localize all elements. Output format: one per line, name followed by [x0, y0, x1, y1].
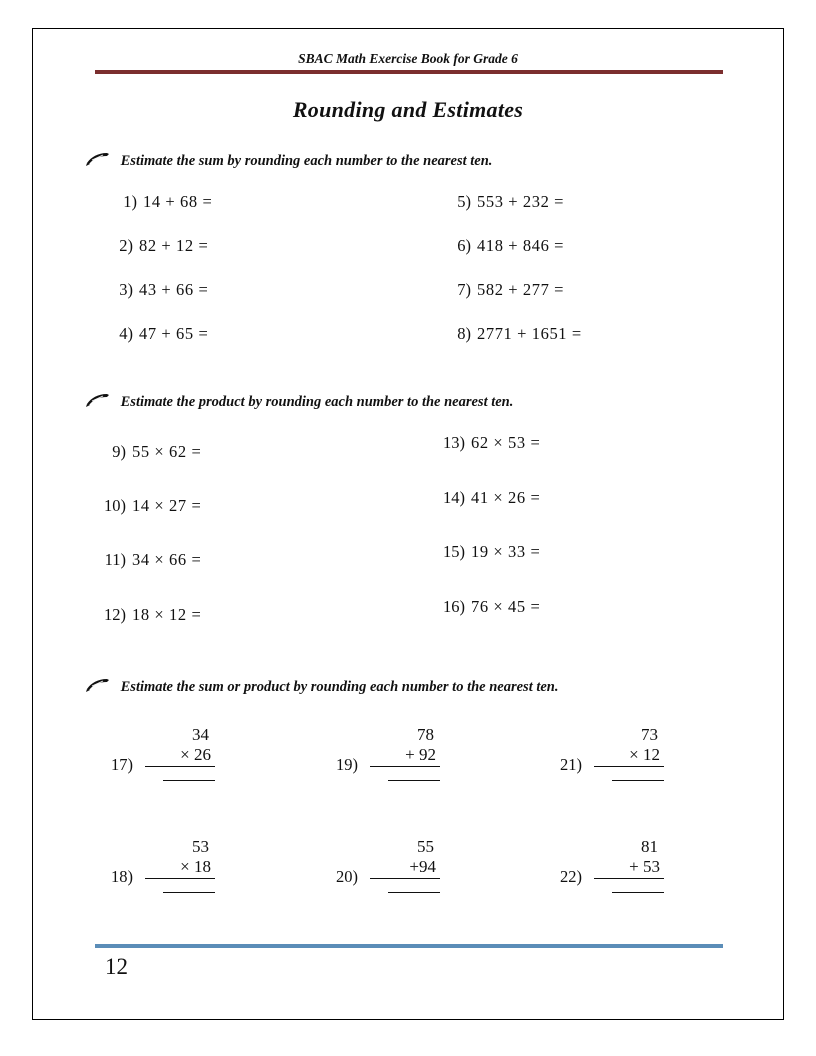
problem-number: 9) — [112, 442, 126, 461]
problem-13 — [435, 433, 540, 453]
header-divider — [95, 70, 723, 74]
problem-number: 5) — [457, 192, 471, 211]
problem-number: 18) — [111, 867, 133, 886]
operand-top: 34 — [192, 725, 209, 744]
column-stack — [594, 837, 664, 893]
problem-expression: 41 × 26 = — [471, 488, 541, 507]
problem-expression: 62 × 53 = — [471, 433, 541, 452]
problem-expression: 34 × 66 = — [132, 550, 202, 569]
instruction-product — [85, 392, 745, 413]
problem-number: 4) — [119, 324, 133, 343]
problem-number: 1) — [123, 192, 137, 211]
problem-number: 17) — [111, 755, 133, 774]
pencil-icon — [85, 677, 111, 698]
footer-divider — [95, 944, 723, 948]
problem-expression: 2771 + 1651 = — [477, 324, 582, 343]
operand-bottom: +94 — [370, 857, 440, 879]
column-stack — [370, 725, 440, 781]
problem-expression: 76 × 45 = — [471, 597, 541, 616]
problem-number: 10) — [104, 496, 126, 515]
instruction-text: Estimate the product by rounding each number to the nearest ten. — [120, 394, 514, 410]
problem-expression: 14 × 27 = — [132, 496, 202, 515]
problem-expression: 55 × 62 = — [132, 442, 202, 461]
problem-number: 20) — [336, 867, 358, 886]
book-title: SBAC Math Exercise Book for Grade 6 — [298, 51, 518, 66]
problem-number: 14) — [443, 488, 465, 507]
problem-expression: 19 × 33 = — [471, 542, 541, 561]
problem-9 — [96, 442, 201, 462]
problem-number: 3) — [119, 280, 133, 299]
instruction-text: Estimate the sum or product by rounding each number to the nearest ten. — [120, 679, 559, 695]
problem-14 — [435, 488, 540, 508]
problem-expression: 418 + 846 = — [477, 236, 565, 255]
problem-2 — [107, 236, 208, 256]
answer-blank[interactable] — [163, 779, 215, 781]
column-stack — [145, 837, 215, 893]
operand-bottom: + 92 — [370, 745, 440, 767]
problem-number: 2) — [119, 236, 133, 255]
answer-blank[interactable] — [612, 779, 664, 781]
worksheet-page — [32, 28, 784, 1020]
problem-10 — [96, 496, 201, 516]
column-stack — [145, 725, 215, 781]
problem-number: 21) — [560, 755, 582, 774]
operand-top: 53 — [192, 837, 209, 856]
problem-number: 13) — [443, 433, 465, 452]
problem-16 — [435, 597, 540, 617]
pencil-icon — [85, 151, 111, 172]
answer-blank[interactable] — [163, 891, 215, 893]
problem-3 — [107, 280, 208, 300]
operand-top: 78 — [417, 725, 434, 744]
problem-expression: 43 + 66 = — [139, 280, 209, 299]
answer-blank[interactable] — [388, 891, 440, 893]
operand-top: 55 — [417, 837, 434, 856]
problem-6 — [445, 236, 564, 256]
problem-4 — [107, 324, 208, 344]
answer-blank[interactable] — [612, 891, 664, 893]
problem-5 — [445, 192, 564, 212]
problem-expression: 14 + 68 = — [143, 192, 213, 211]
page-number: 12 — [105, 954, 128, 979]
problem-8 — [445, 324, 582, 344]
problem-number: 19) — [336, 755, 358, 774]
page-inner — [33, 29, 783, 1019]
problem-number: 6) — [457, 236, 471, 255]
problem-7 — [445, 280, 564, 300]
problem-11 — [96, 550, 201, 570]
operand-bottom: × 26 — [145, 745, 215, 767]
operand-bottom: × 12 — [594, 745, 664, 767]
problem-expression: 47 + 65 = — [139, 324, 209, 343]
problem-number: 16) — [443, 597, 465, 616]
problem-expression: 553 + 232 = — [477, 192, 565, 211]
problem-expression: 82 + 12 = — [139, 236, 209, 255]
problem-number: 11) — [104, 550, 126, 569]
column-stack — [370, 837, 440, 893]
problem-number: 8) — [457, 324, 471, 343]
instruction-text: Estimate the sum by rounding each number to the nearest ten. — [120, 153, 493, 169]
problem-expression: 18 × 12 = — [132, 605, 202, 624]
answer-blank[interactable] — [388, 779, 440, 781]
problem-number: 15) — [443, 542, 465, 561]
operand-top: 73 — [641, 725, 658, 744]
operand-bottom: + 53 — [594, 857, 664, 879]
operand-top: 81 — [641, 837, 658, 856]
problem-1 — [111, 192, 212, 212]
instruction-sum-or-product — [85, 677, 745, 698]
problem-15 — [435, 542, 540, 562]
instruction-sum — [85, 151, 745, 172]
problem-number: 7) — [457, 280, 471, 299]
pencil-icon — [85, 392, 111, 413]
operand-bottom: × 18 — [145, 857, 215, 879]
column-stack — [594, 725, 664, 781]
problem-number: 22) — [560, 867, 582, 886]
page-title: Rounding and Estimates — [292, 97, 524, 122]
problem-12 — [96, 605, 201, 625]
problem-number: 12) — [104, 605, 126, 624]
problem-expression: 582 + 277 = — [477, 280, 565, 299]
